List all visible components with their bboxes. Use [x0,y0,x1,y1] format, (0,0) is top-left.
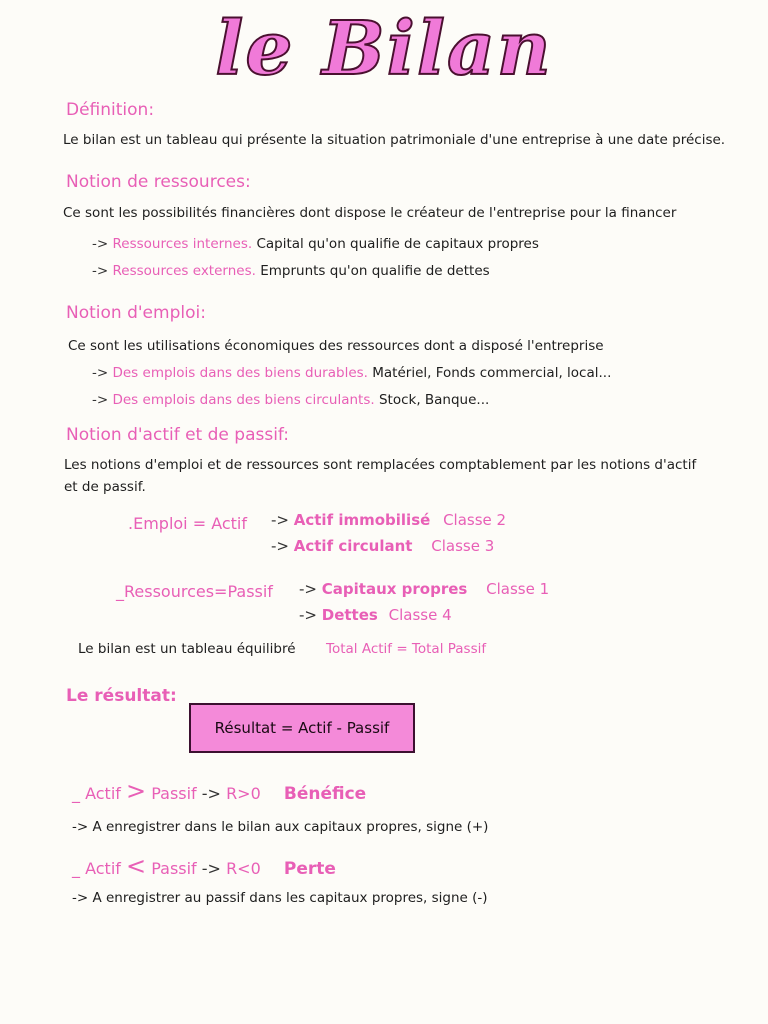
actif-immobilise-row [271,511,506,529]
greater-than-sign: > [126,777,147,805]
equilibre-text: Le bilan est un tableau équilibré [78,641,296,657]
benefice-label: Bénéfice [283,784,367,804]
classe-4: Classe 4 [388,606,452,624]
ressources-text: Ce sont les possibilités financières dont dispose le créateur de l'entreprise pour la financer [63,205,677,221]
arrow-icon: -> [271,537,289,555]
emploi-equation: .Emploi = Actif [128,514,248,533]
resultat-formula: Résultat = Actif - Passif [214,719,390,737]
emploi-heading: Notion d'emploi: [66,303,206,323]
case2-prefix: _ Actif [72,859,121,878]
ressources-heading: Notion de ressources: [66,172,251,192]
emploi-durables-desc: Matériel, Fonds commercial, local... [372,365,612,381]
actif-passif-heading: Notion d'actif et de passif: [66,425,290,445]
capitaux-propres-label: Capitaux propres [321,580,468,598]
dettes-label: Dettes [321,606,378,624]
dettes-row [299,606,452,624]
classe-3: Classe 3 [431,537,495,555]
emploi-item-durables [92,365,611,381]
emploi-text: Ce sont les utilisations économiques des ressources dont a disposé l'entreprise [68,338,604,354]
case2-rhs: Passif [151,859,197,878]
actif-circulant-label: Actif circulant [293,537,413,555]
arrow-icon: -> [92,236,109,252]
actif-passif-text-2: et de passif. [64,479,146,495]
arrow-icon: -> [92,263,109,279]
classe-2: Classe 2 [443,511,507,529]
case1-note: -> A enregistrer dans le bilan aux capitaux propres, signe (+) [72,819,489,835]
arrow-icon: -> [271,511,289,529]
arrow-icon: -> [92,392,109,408]
emploi-item-circulants [92,392,489,408]
case-benefice [72,777,366,805]
classe-1: Classe 1 [486,580,550,598]
case1-rhs: Passif [151,784,197,803]
emploi-circulants-desc: Stock, Banque... [378,392,490,408]
actif-circulant-row [271,537,494,555]
case2-note: -> A enregistrer au passif dans les capitaux propres, signe (-) [72,890,488,906]
arrow-icon: -> [201,859,221,878]
case2-condition: R<0 [226,859,261,878]
definition-text: Le bilan est un tableau qui présente la situation patrimoniale d'une entreprise à une date précise. [63,132,726,148]
arrow-icon: -> [299,606,317,624]
less-than-sign: < [126,852,147,880]
case-perte [72,852,336,880]
actif-immobilise-label: Actif immobilisé [293,511,431,529]
arrow-icon: -> [299,580,317,598]
capitaux-propres-row [299,580,549,598]
perte-label: Perte [283,859,336,879]
ressources-internes-desc: Capital qu'on qualifie de capitaux propres [256,236,539,252]
emploi-durables-label: Des emplois dans des biens durables. [112,365,368,381]
arrow-icon: -> [92,365,109,381]
ressources-externes-desc: Emprunts qu'on qualifie de dettes [260,263,490,279]
resultat-formula-box [189,703,415,753]
case1-condition: R>0 [226,784,261,803]
ressources-item-externes [92,263,490,279]
actif-passif-text-1: Les notions d'emploi et de ressources sont remplacées comptablement par les notions d'actif [64,457,697,473]
resultat-heading: Le résultat: [66,686,177,706]
case1-prefix: _ Actif [72,784,121,803]
equilibre-formula: Total Actif = Total Passif [326,641,487,657]
ressources-internes-label: Ressources internes. [112,236,253,252]
page-title: le Bilan [215,6,553,92]
arrow-icon: -> [201,784,221,803]
ressources-externes-label: Ressources externes. [112,263,256,279]
ressources-item-internes [92,236,539,252]
definition-heading: Définition: [66,100,155,120]
ressources-equation: _Ressources=Passif [116,582,273,601]
emploi-circulants-label: Des emplois dans des biens circulants. [112,392,375,408]
